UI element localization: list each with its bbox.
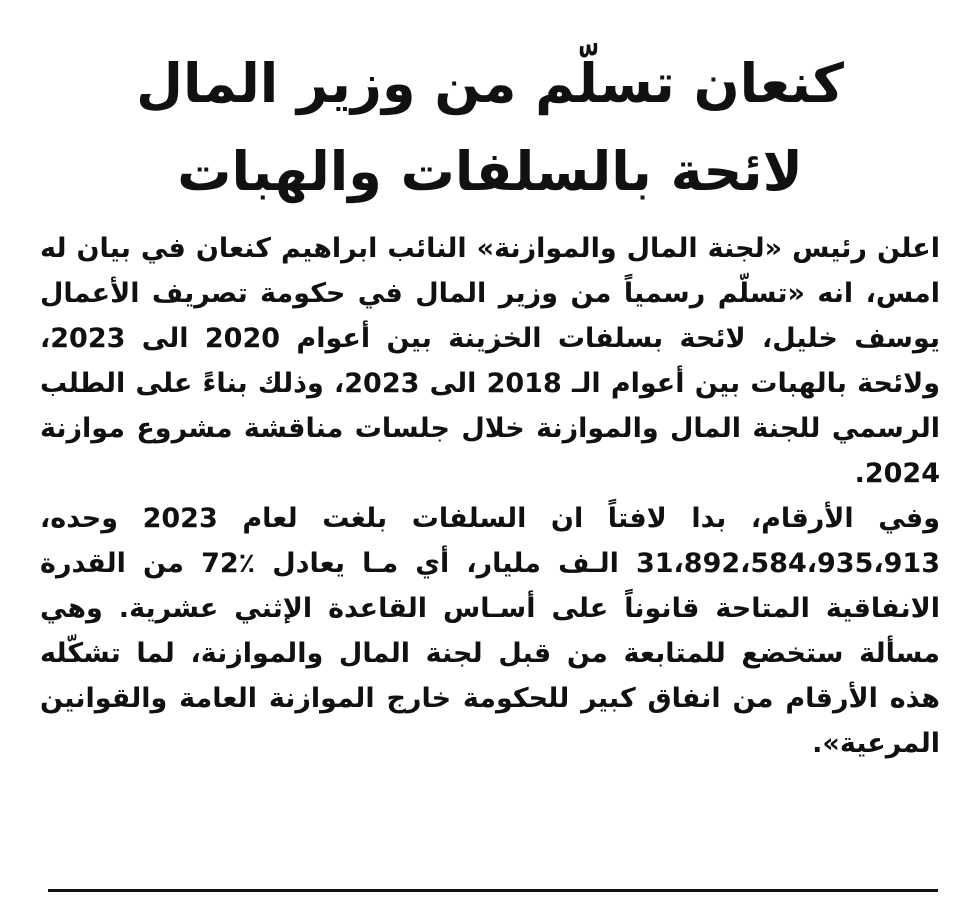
- article-paragraph-1: اعلن رئيس «لجنة المال والموازنة» النائب ابراهيم كنعان في بيان له امس، انه «تسلّم رسمياً من وزير المال في حكومة تصريف الأعمال يوسف خليل، لائحة بسلفات الخزينة بين أعوام 2020 الى 2023، ولائحة بالهبات بين أعوام الـ 2018 الى 2023، وذلك بناءً على الطلب الرسمي للجنة المال والموازنة خلال جلسات مناقشة مشروع موازنة 2024.: [40, 233, 941, 489]
- article-body: [40, 226, 940, 766]
- article-paragraph-2: وفي الأرقام، بدا لافتاً ان السلفات بلغت لعام 2023 وحده، 31،892،584،935،913 الـف مليار، أي مـا يعادل ٪72 من القدرة الانفاقية المتاحة قانوناً على أسـاس القاعدة الإثني عشرية. وهي مسألة ستخضع للمتابعة من قبل لجنة المال والموازنة، لما تشكّله هذه الأرقام من انفاق كبير للحكومة خارج الموازنة العامة والقوانين المرعية».: [40, 503, 940, 759]
- news-article: [40, 40, 940, 870]
- headline-line-1: كنعان تسلّم من وزير المال: [136, 52, 844, 115]
- headline-line-2: لائحة بالسلفات والهبات: [177, 140, 803, 203]
- article-headline: [40, 40, 940, 216]
- bottom-divider: [48, 889, 938, 892]
